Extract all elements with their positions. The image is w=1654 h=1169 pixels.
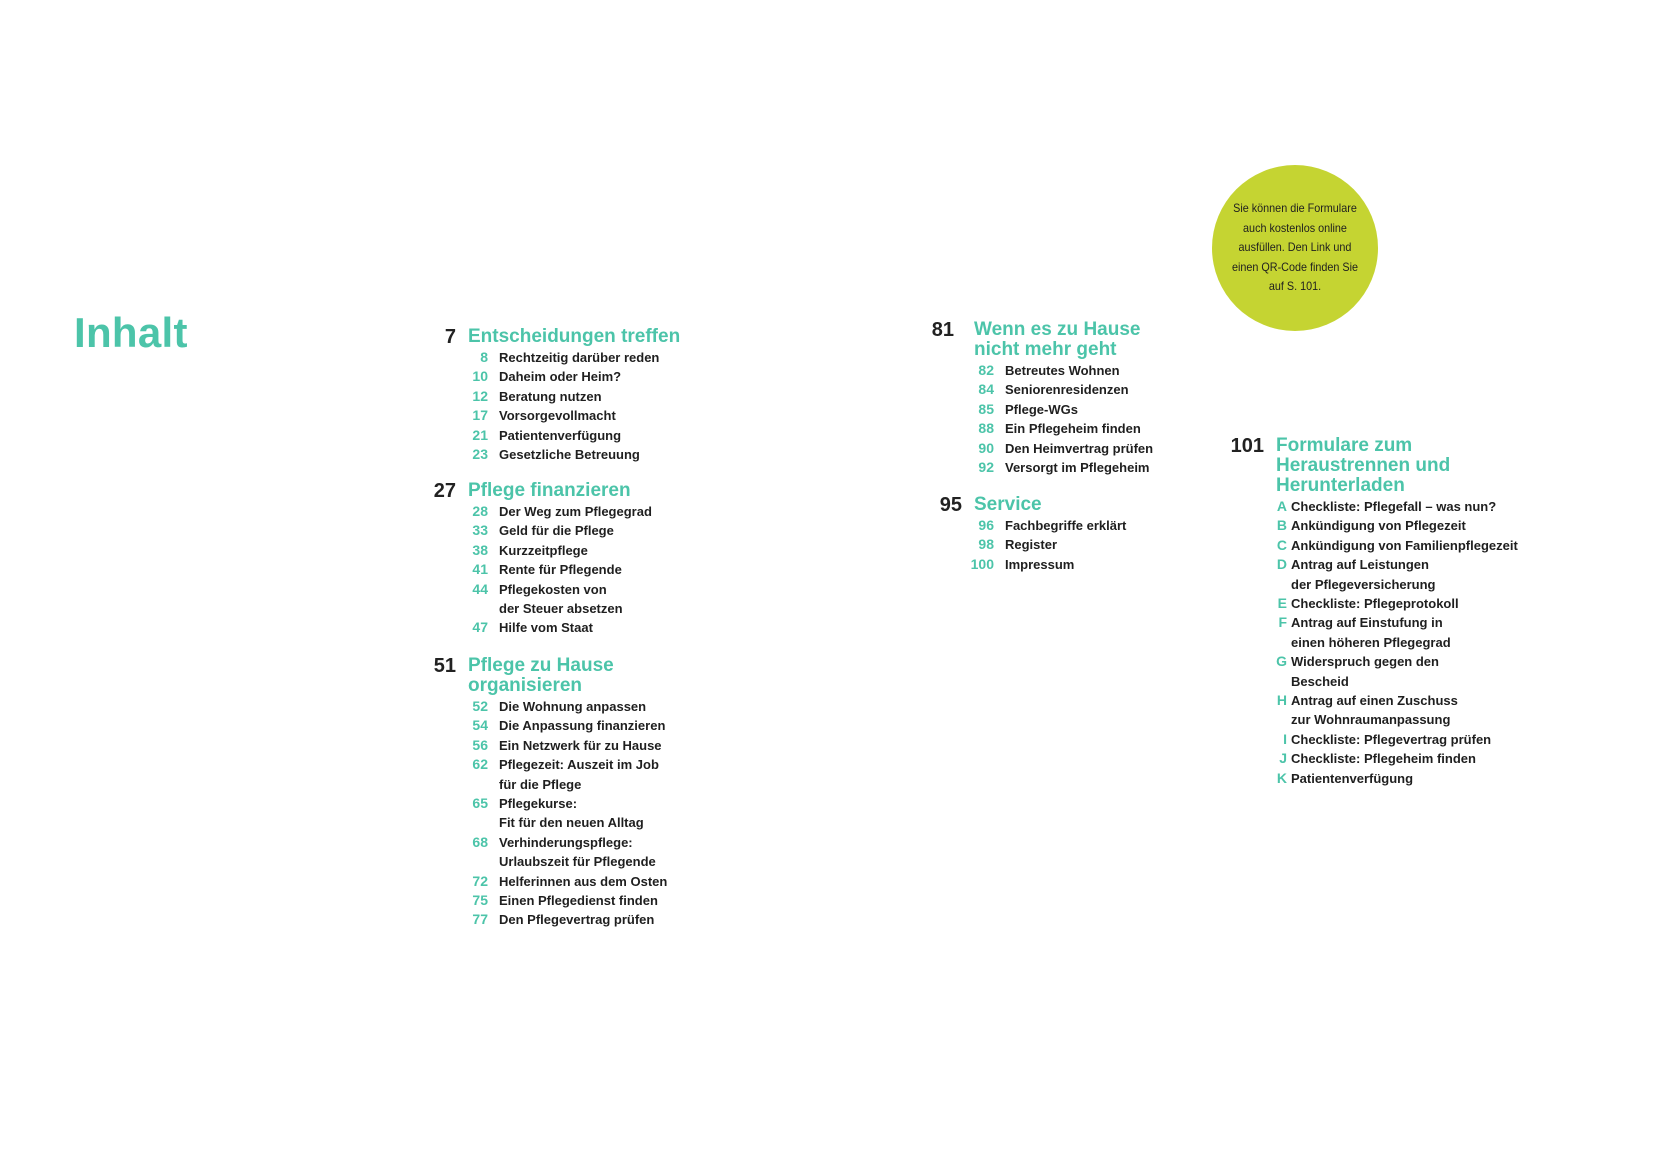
entry-label: Antrag auf Leistungen der Pflegeversicherung [1291, 557, 1436, 592]
entry-label: Pflegezeit: Auszeit im Job für die Pflege [499, 757, 659, 792]
entry-label: Patientenverfügung [499, 427, 622, 443]
toc-entry[interactable] [472, 541, 768, 560]
entry-label: Ankündigung von Pflegezeit [1291, 518, 1466, 534]
section-items [970, 516, 1274, 574]
entry-label: Seniorenresidenzen [1005, 382, 1129, 398]
section-heading[interactable] [1230, 435, 1576, 496]
entry-page-number: 72 [472, 872, 488, 889]
entry-page-number: 17 [472, 407, 488, 424]
toc-entry[interactable] [1276, 769, 1576, 788]
toc-entry[interactable] [472, 560, 768, 579]
toc-entry[interactable] [472, 521, 768, 540]
entry-page-number: 85 [978, 400, 994, 417]
entry-label: Ankündigung von Familienpflegezeit [1291, 537, 1518, 553]
toc-entry[interactable] [472, 502, 768, 521]
entry-label: Versorgt im Pflegeheim [1005, 460, 1150, 476]
entry-label: Ein Pflegeheim finden [1005, 421, 1141, 437]
toc-entry[interactable] [472, 872, 768, 891]
entry-label: Pflege-WGs [1005, 401, 1078, 417]
toc-entry[interactable] [1276, 652, 1576, 691]
toc-entry[interactable] [1276, 555, 1576, 594]
toc-entry[interactable] [1283, 730, 1576, 749]
toc-entry[interactable] [472, 406, 768, 425]
section-heading[interactable] [433, 655, 768, 696]
section-title: Wenn es zu Hause nicht mehr geht [974, 319, 1141, 360]
entry-label: Den Heimvertrag prüfen [1005, 440, 1154, 456]
toc-entry[interactable] [472, 387, 768, 406]
entry-page-number: H [1276, 692, 1287, 709]
section-items [1276, 497, 1576, 788]
toc-entry[interactable] [472, 697, 768, 716]
toc-entry[interactable] [472, 891, 768, 910]
entry-label: Impressum [1005, 556, 1075, 572]
toc-entry[interactable] [1276, 497, 1576, 516]
toc-section [931, 319, 1274, 477]
entry-label: Register [1005, 537, 1058, 553]
entry-label: Verhinderungspflege: Urlaubszeit für Pflegende [499, 834, 656, 870]
entry-page-number: 100 [970, 555, 994, 572]
toc-entry[interactable] [1276, 516, 1576, 535]
entry-label: Beratung nutzen [499, 388, 602, 404]
entry-label: Kurzzeitpflege [499, 542, 588, 558]
entry-label: Antrag auf einen Zuschuss zur Wohnraumanpassung [1291, 693, 1458, 728]
section-items [468, 348, 768, 464]
toc-entry[interactable] [472, 367, 768, 386]
entry-page-number: 47 [472, 619, 488, 636]
entry-label: Patientenverfügung [1291, 770, 1414, 786]
entry-page-number: 98 [978, 536, 994, 553]
entry-label: Der Weg zum Pflegegrad [499, 504, 652, 519]
section-items [468, 697, 768, 930]
toc-entry[interactable] [1278, 613, 1576, 652]
entry-label: Antrag auf Einstufung in einen höheren Pflegegrad [1291, 615, 1451, 650]
entry-page-number: D [1276, 556, 1287, 573]
section-page-number: 7 [444, 326, 456, 348]
entry-label: Checkliste: Pflegevertrag prüfen [1291, 731, 1492, 747]
toc-section [1230, 435, 1576, 788]
entry-label: Daheim oder Heim? [499, 369, 622, 385]
toc-entry[interactable] [978, 458, 1274, 477]
section-items [468, 502, 768, 638]
entry-page-number: 92 [978, 459, 994, 476]
toc-section [939, 494, 1274, 574]
entry-label: Den Pflegevertrag prüfen [499, 912, 655, 928]
section-heading[interactable] [433, 480, 768, 502]
page-title: Inhalt [74, 309, 188, 356]
entry-label: Pflegekurse: Fit für den neuen Alltag [499, 796, 644, 831]
entry-page-number: 77 [472, 911, 488, 928]
entry-page-number: 8 [480, 349, 488, 365]
entry-label: Checkliste: Pflegeheim finden [1291, 751, 1476, 767]
entry-page-number: K [1276, 769, 1287, 786]
info-badge-text: Sie können die Formulare auch kostenlos online ausfüllen. Den Link und einen QR-Code finden Sie auf S. 101. [1231, 201, 1359, 294]
section-title: Service [974, 494, 1042, 515]
toc-entry[interactable] [472, 618, 768, 637]
toc-entry[interactable] [472, 910, 768, 929]
entry-page-number: 84 [978, 381, 994, 398]
section-title: Pflege zu Hause organisieren [468, 655, 614, 696]
entry-label: Rechtzeitig darüber reden [499, 350, 660, 365]
entry-page-number: F [1278, 614, 1287, 631]
entry-page-number: 82 [978, 362, 994, 378]
entry-label: Vorsorgevollmacht [499, 408, 616, 424]
entry-page-number: G [1276, 653, 1287, 670]
section-page-number: 95 [939, 494, 962, 516]
toc-section [433, 655, 768, 930]
entry-page-number: 96 [978, 517, 994, 533]
entry-label: Hilfe vom Staat [499, 620, 593, 636]
entry-label: Die Anpassung finanzieren [499, 718, 666, 734]
toc-entry[interactable] [1279, 749, 1576, 768]
entry-page-number: 41 [472, 561, 488, 578]
entry-page-number: C [1276, 536, 1287, 553]
toc-entry[interactable] [970, 555, 1274, 574]
toc-entry[interactable] [472, 794, 768, 833]
section-page-number: 27 [433, 480, 456, 502]
entry-page-number: 12 [472, 387, 488, 404]
toc-entry[interactable] [1277, 594, 1576, 613]
toc-entry[interactable] [1276, 536, 1576, 555]
section-heading[interactable] [444, 326, 768, 348]
toc-entry[interactable] [978, 361, 1274, 380]
toc-section [444, 326, 768, 464]
entry-page-number: 65 [472, 795, 488, 812]
section-heading[interactable] [939, 494, 1274, 516]
entry-label: Gesetzliche Betreuung [499, 447, 640, 463]
entry-page-number: B [1276, 517, 1287, 534]
entry-label: Einen Pflegedienst finden [499, 893, 658, 909]
section-title: Pflege finanzieren [468, 480, 631, 501]
toc-entry[interactable] [978, 380, 1274, 399]
entry-label: Pflegekosten von der Steuer absetzen [499, 581, 623, 617]
entry-label: Checkliste: Pflegefall – was nun? [1291, 499, 1497, 514]
info-badge [1212, 165, 1378, 331]
toc-entry[interactable] [978, 535, 1274, 554]
entry-page-number: 88 [978, 420, 994, 437]
toc-entry[interactable] [472, 445, 768, 464]
entry-label: Rente für Pflegende [499, 562, 622, 578]
entry-label: Helferinnen aus dem Osten [499, 873, 668, 889]
entry-page-number: 23 [472, 446, 488, 463]
entry-page-number: 52 [472, 698, 488, 714]
toc-entry[interactable] [472, 755, 768, 794]
entry-page-number: 90 [978, 439, 994, 456]
entry-page-number: 10 [472, 368, 488, 385]
entry-label: Checkliste: Pflegeprotokoll [1291, 596, 1459, 612]
toc-entry[interactable] [480, 348, 768, 367]
entry-page-number: 44 [472, 580, 488, 597]
entry-label: Geld für die Pflege [499, 523, 614, 539]
section-page-number: 81 [931, 319, 954, 341]
section-heading[interactable] [931, 319, 1274, 360]
entry-page-number: 56 [472, 736, 488, 753]
entry-page-number: I [1283, 730, 1287, 747]
entry-page-number: 28 [472, 503, 488, 519]
toc-entry[interactable] [472, 426, 768, 445]
toc-entry[interactable] [472, 716, 768, 735]
section-title: Entscheidungen treffen [468, 326, 681, 347]
entry-label: Ein Netzwerk für zu Hause [499, 737, 662, 753]
entry-page-number: 62 [472, 756, 488, 773]
section-page-number: 51 [433, 655, 456, 677]
entry-page-number: J [1279, 750, 1287, 767]
entry-label: Die Wohnung anpassen [499, 699, 647, 714]
toc-entry[interactable] [472, 833, 768, 872]
entry-page-number: E [1277, 595, 1287, 612]
toc-entry[interactable] [472, 736, 768, 755]
section-items [974, 361, 1274, 477]
entry-label: Betreutes Wohnen [1005, 363, 1120, 378]
entry-page-number: 21 [472, 426, 488, 443]
toc-entry[interactable] [472, 580, 768, 619]
toc-entry[interactable] [1276, 691, 1576, 730]
toc-section [433, 480, 768, 638]
entry-page-number: 33 [472, 522, 488, 539]
section-title: Formulare zum Heraustrennen und Herunterladen [1276, 435, 1451, 496]
entry-page-number: 38 [472, 541, 488, 558]
entry-label: Widerspruch gegen den Bescheid [1291, 654, 1439, 689]
section-page-number: 101 [1230, 435, 1264, 457]
entry-page-number: 68 [472, 833, 488, 850]
toc-entry[interactable] [978, 400, 1274, 419]
entry-page-number: 54 [472, 717, 488, 734]
entry-page-number: A [1276, 498, 1287, 514]
entry-label: Fachbegriffe erklärt [1005, 518, 1127, 533]
toc-entry[interactable] [978, 516, 1274, 535]
entry-page-number: 75 [472, 892, 488, 909]
